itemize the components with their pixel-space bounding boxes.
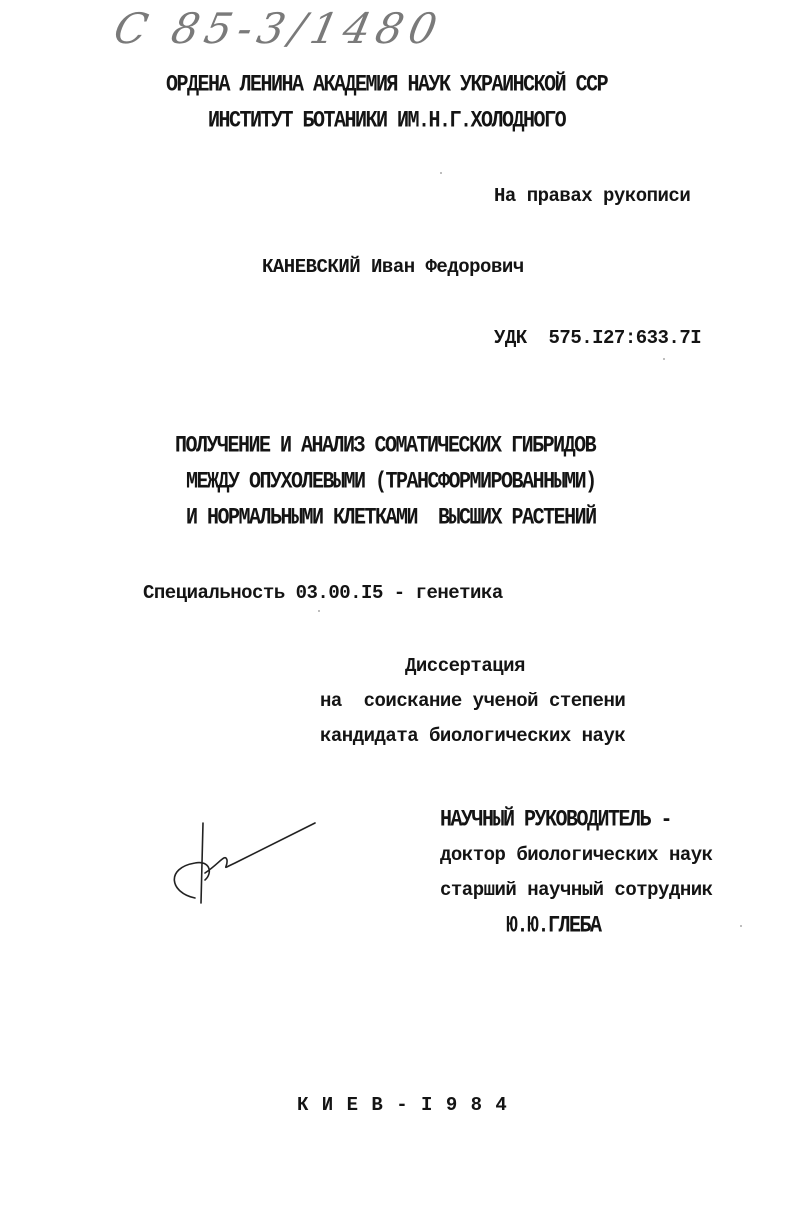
manuscript-rights-note: На правах рукописи	[494, 185, 691, 207]
signature-icon	[165, 818, 325, 908]
paper-speck	[440, 172, 442, 174]
thesis-title-line-3: И НОРМАЛЬНЫМИ КЛЕТКАМИ ВЫСШИХ РАСТЕНИЙ	[186, 505, 596, 532]
degree-line-2: на соискание ученой степени	[320, 690, 626, 712]
udc-code: УДК 575.I27:633.7I	[494, 327, 702, 349]
paper-speck	[663, 358, 665, 360]
paper-speck	[740, 925, 742, 927]
supervisor-degree: доктор биологических наук	[440, 844, 713, 866]
degree-line-3: кандидата биологических наук	[320, 725, 626, 747]
thesis-title-line-2: МЕЖДУ ОПУХОЛЕВЫМИ (ТРАНСФОРМИРОВАННЫМИ)	[186, 469, 596, 496]
institute-name: ИНСТИТУТ БОТАНИКИ ИМ.Н.Г.ХОЛОДНОГО	[208, 108, 566, 135]
author-name: КАНЕВСКИЙ Иван Федорович	[262, 256, 524, 278]
organization-name: ОРДЕНА ЛЕНИНА АКАДЕМИЯ НАУК УКРАИНСКОЙ ССР	[166, 72, 608, 99]
supervisor-name: Ю.Ю.ГЛЕБА	[506, 913, 601, 940]
degree-line-1: Диссертация	[405, 655, 525, 677]
supervisor-position: старший научный сотрудник	[440, 879, 713, 901]
thesis-title-line-1: ПОЛУЧЕНИЕ И АНАЛИЗ СОМАТИЧЕСКИХ ГИБРИДОВ	[175, 433, 596, 460]
supervisor-role: НАУЧНЫЙ РУКОВОДИТЕЛЬ -	[440, 807, 672, 834]
city-year: К И Е В - I 9 8 4	[297, 1094, 508, 1116]
paper-speck	[318, 610, 320, 612]
handwritten-archive-number: С 85-3/1480	[109, 4, 448, 53]
specialty: Специальность 03.00.I5 - генетика	[143, 582, 503, 604]
